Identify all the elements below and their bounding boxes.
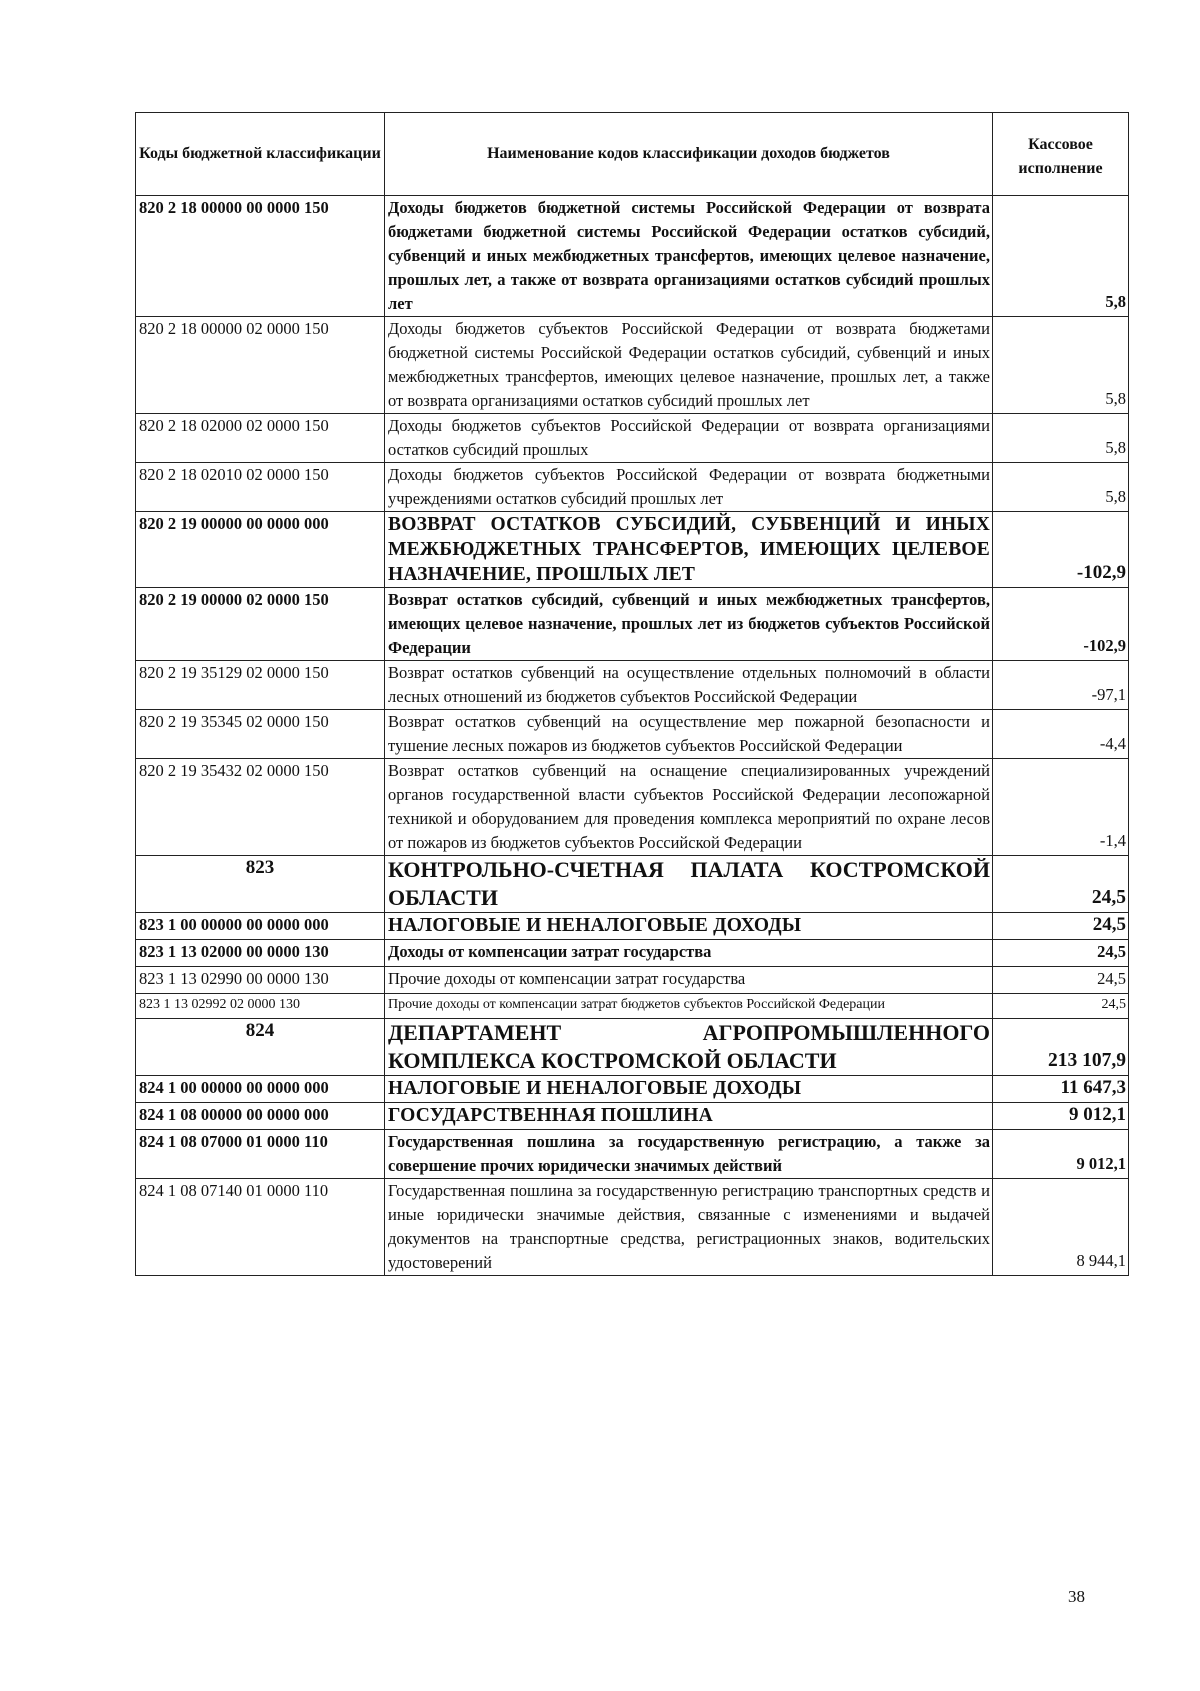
row-code: 820 2 19 35129 02 0000 150: [136, 661, 385, 710]
row-code: 820 2 18 00000 02 0000 150: [136, 317, 385, 414]
table-row: [136, 463, 1129, 512]
row-name: Возврат остатков субвенций на осуществление отдельных полномочий в области лесных отношений из бюджетов субъектов Российской Федерации: [385, 661, 993, 710]
row-sum: 24,5: [993, 913, 1129, 940]
row-name: Доходы бюджетов субъектов Российской Федерации от возврата бюджетными учреждениями остатков субсидий прошлых лет: [385, 463, 993, 512]
row-code: 820 2 19 35345 02 0000 150: [136, 710, 385, 759]
page-number: 38: [1068, 1587, 1085, 1606]
row-sum: 9 012,1: [993, 1130, 1129, 1179]
row-sum: 24,5: [993, 856, 1129, 913]
row-sum: 24,5: [993, 967, 1129, 994]
table-row: [136, 913, 1129, 940]
row-sum: 5,8: [993, 463, 1129, 512]
table-row: [136, 196, 1129, 317]
row-sum: 24,5: [993, 940, 1129, 967]
row-code: 820 2 18 02010 02 0000 150: [136, 463, 385, 512]
row-sum: -97,1: [993, 661, 1129, 710]
table-row: [136, 414, 1129, 463]
row-name: Доходы от компенсации затрат государства: [385, 940, 993, 967]
row-name: ГОСУДАРСТВЕННАЯ ПОШЛИНА: [385, 1103, 993, 1130]
row-name: Возврат остатков субвенций на осуществление мер пожарной безопасности и тушение лесных пожаров из бюджетов субъектов Российской Федерации: [385, 710, 993, 759]
row-name: Государственная пошлина за государственную регистрацию транспортных средств и иные юридически значимые действия, связанные с изменениями и выдачей документов на транспортные средства, регистрационных знаков, водительских удостоверений: [385, 1179, 993, 1276]
table-row: [136, 1130, 1129, 1179]
row-name: Доходы бюджетов субъектов Российской Федерации от возврата организациями остатков субсидий прошлых: [385, 414, 993, 463]
table-row: [136, 588, 1129, 661]
row-sum: -4,4: [993, 710, 1129, 759]
row-sum: 5,8: [993, 414, 1129, 463]
table-row: [136, 512, 1129, 588]
row-name: Доходы бюджетов субъектов Российской Федерации от возврата бюджетами бюджетной системы Российской Федерации остатков субсидий, субвенций и иных межбюджетных трансфертов, имеющих целевое назначение, прошлых лет, а также от возврата организациями остатков субсидий прошлых лет: [385, 317, 993, 414]
revenue-table: [135, 112, 1129, 1276]
row-sum: -1,4: [993, 759, 1129, 856]
row-name: НАЛОГОВЫЕ И НЕНАЛОГОВЫЕ ДОХОДЫ: [385, 1076, 993, 1103]
row-sum: 11 647,3: [993, 1076, 1129, 1103]
row-name: ДЕПАРТАМЕНТ АГРОПРОМЫШЛЕННОГО КОМПЛЕКСА КОСТРОМСКОЙ ОБЛАСТИ: [385, 1019, 993, 1076]
row-code: 820 2 19 35432 02 0000 150: [136, 759, 385, 856]
row-name: ВОЗВРАТ ОСТАТКОВ СУБСИДИЙ, СУБВЕНЦИЙ И ИНЫХ МЕЖБЮДЖЕТНЫХ ТРАНСФЕРТОВ, ИМЕЮЩИХ ЦЕЛЕВОЕ НАЗНАЧЕНИЕ, ПРОШЛЫХ ЛЕТ: [385, 512, 993, 588]
row-code: 823 1 00 00000 00 0000 000: [136, 913, 385, 940]
row-sum: 24,5: [993, 994, 1129, 1019]
row-name: Возврат остатков субсидий, субвенций и иных межбюджетных трансфертов, имеющих целевое назначение, прошлых лет из бюджетов субъектов Российской Федерации: [385, 588, 993, 661]
header-name: Наименование кодов классификации доходов бюджетов: [385, 113, 993, 196]
row-sum: -102,9: [993, 512, 1129, 588]
row-sum: 9 012,1: [993, 1103, 1129, 1130]
row-code: 824: [136, 1019, 385, 1076]
table-row: [136, 1019, 1129, 1076]
table-row: [136, 1103, 1129, 1130]
row-code: 824 1 08 00000 00 0000 000: [136, 1103, 385, 1130]
table-row: [136, 856, 1129, 913]
row-code: 824 1 08 07000 01 0000 110: [136, 1130, 385, 1179]
table-row: [136, 967, 1129, 994]
row-code: 823: [136, 856, 385, 913]
table-row: [136, 710, 1129, 759]
row-name: Возврат остатков субвенций на оснащение специализированных учреждений органов государственной власти субъектов Российской Федерации лесопожарной техникой и оборудованием для проведения комплекса мероприятий по охране лесов от пожаров из бюджетов субъектов Российской Федерации: [385, 759, 993, 856]
table-row: [136, 317, 1129, 414]
row-name: Государственная пошлина за государственную регистрацию, а также за совершение прочих юридически значимых действий: [385, 1130, 993, 1179]
row-name: Доходы бюджетов бюджетной системы Российской Федерации от возврата бюджетами бюджетной системы Российской Федерации остатков субсидий, субвенций и иных межбюджетных трансфертов, имеющих целевое назначение, прошлых лет, а также от возврата организациями остатков субсидий прошлых лет: [385, 196, 993, 317]
table-row: [136, 994, 1129, 1019]
row-sum: 8 944,1: [993, 1179, 1129, 1276]
row-name: Прочие доходы от компенсации затрат государства: [385, 967, 993, 994]
row-sum: -102,9: [993, 588, 1129, 661]
table-row: [136, 1076, 1129, 1103]
row-sum: 213 107,9: [993, 1019, 1129, 1076]
table-row: [136, 1179, 1129, 1276]
row-code: 820 2 19 00000 02 0000 150: [136, 588, 385, 661]
row-code: 824 1 08 07140 01 0000 110: [136, 1179, 385, 1276]
row-code: 823 1 13 02992 02 0000 130: [136, 994, 385, 1019]
row-code: 820 2 18 02000 02 0000 150: [136, 414, 385, 463]
table-header-row: [136, 113, 1129, 196]
row-code: 820 2 18 00000 00 0000 150: [136, 196, 385, 317]
row-code: 820 2 19 00000 00 0000 000: [136, 512, 385, 588]
row-sum: 5,8: [993, 317, 1129, 414]
table-row: [136, 940, 1129, 967]
row-name: Прочие доходы от компенсации затрат бюджетов субъектов Российской Федерации: [385, 994, 993, 1019]
table-row: [136, 759, 1129, 856]
table-row: [136, 661, 1129, 710]
row-sum: 5,8: [993, 196, 1129, 317]
row-name: КОНТРОЛЬНО-СЧЕТНАЯ ПАЛАТА КОСТРОМСКОЙ ОБЛАСТИ: [385, 856, 993, 913]
header-sum: Кассовое исполнение: [993, 113, 1129, 196]
header-codes: Коды бюджетной классификации: [136, 113, 385, 196]
row-code: 824 1 00 00000 00 0000 000: [136, 1076, 385, 1103]
row-code: 823 1 13 02990 00 0000 130: [136, 967, 385, 994]
row-name: НАЛОГОВЫЕ И НЕНАЛОГОВЫЕ ДОХОДЫ: [385, 913, 993, 940]
row-code: 823 1 13 02000 00 0000 130: [136, 940, 385, 967]
